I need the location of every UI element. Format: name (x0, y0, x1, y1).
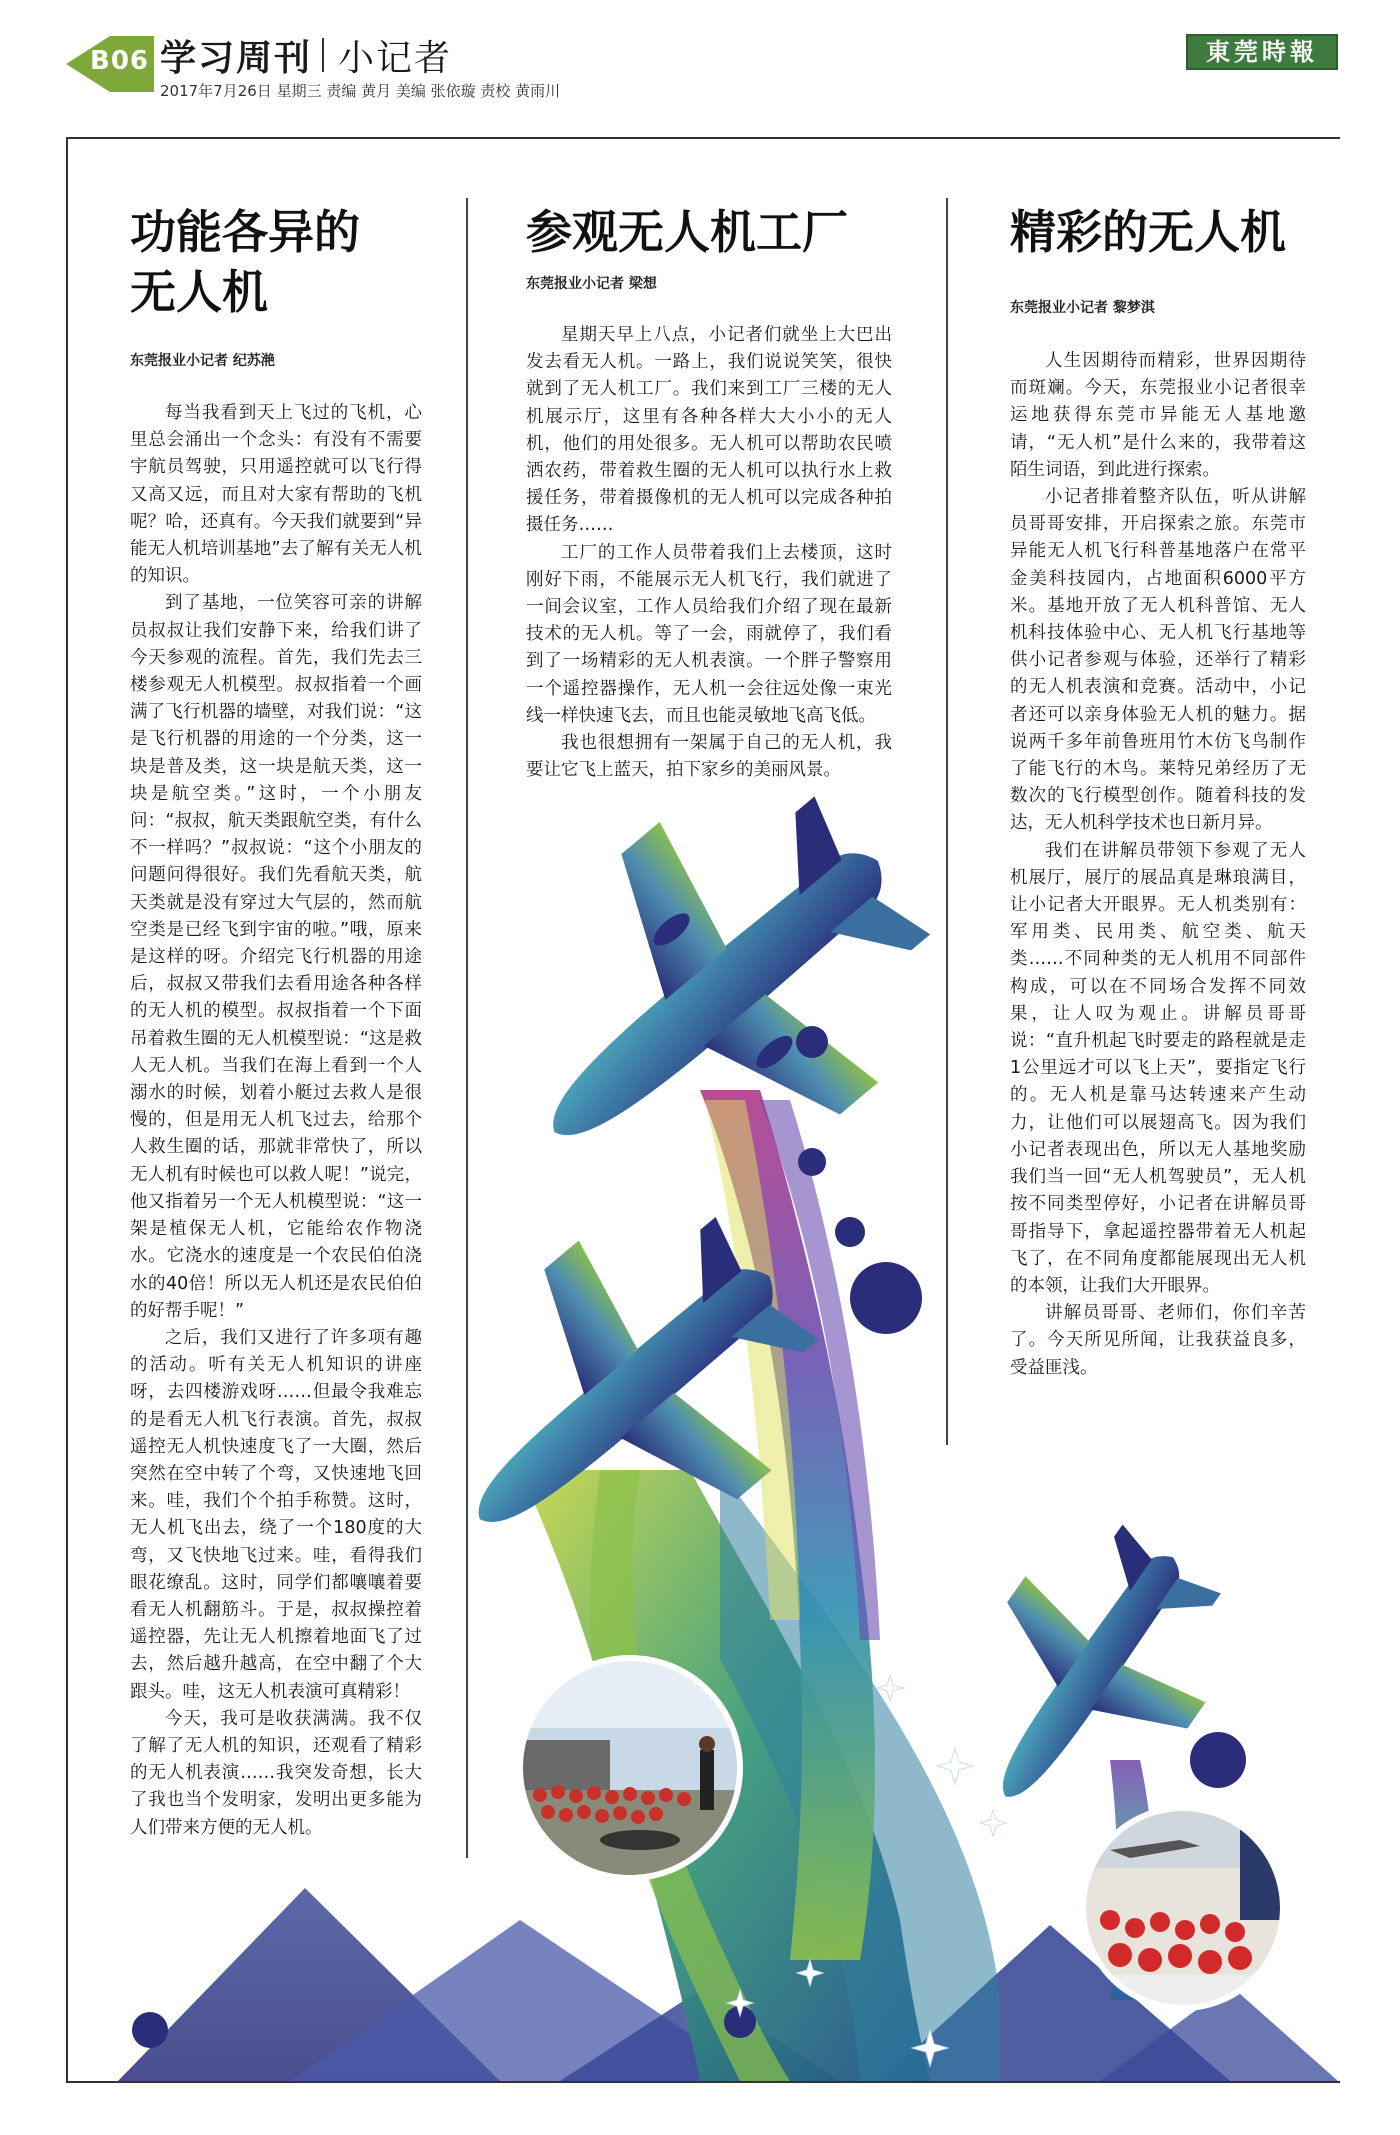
headline-line: 无人机 (130, 265, 268, 319)
article-1-body (130, 400, 422, 1842)
paragraph: 工厂的工作人员带着我们上去楼顶，这时刚好下雨，不能展示无人机飞行，我们就进了一间会议室，工作人员给我们介绍了现在最新技术的无人机。等了一会，雨就停了，我们看到了一场精彩的无人机表演。一个胖子警察用一个遥控器操作，无人机一会往远处像一束光线一样快速飞去，而且也能灵敏地飞高飞低。 (526, 542, 892, 726)
article-2-byline: 东莞报业小记者 梁想 (526, 276, 657, 292)
article-1-headline (130, 202, 360, 322)
article-2-body (526, 322, 892, 784)
paragraph: 今天，我可是收获满满。我不仅了解了无人机的知识，还观看了精彩的无人机表演……我突发奇想，长大了我也当个发明家，发明出更多能为人们带来方便的无人机。 (130, 1708, 422, 1838)
dateline: 2017年7月26日 星期三 责编 黄月 美编 张依璇 责校 黄雨川 (160, 82, 561, 100)
paragraph: 我也很想拥有一架属于自己的无人机，我要让它飞上蓝天，拍下家乡的美丽风景。 (526, 733, 892, 781)
subsection-title: 小记者 (338, 38, 453, 79)
article-3-body (1010, 348, 1306, 1382)
paragraph: 每当我看到天上飞过的飞机，心里总会涌出一个念头：有没有不需要宇航员驾驶，只用遥控就可以飞行得又高又远，而且对大家有帮助的飞机呢？哈，还真有。今天我们就要到“异能无人机培训基地”去了解有关无人机的知识。 (130, 403, 422, 587)
article-1-byline: 东莞报业小记者 纪苏滟 (130, 353, 275, 369)
section-title: 学习周刊 (160, 38, 313, 79)
column-rule-right (946, 198, 948, 1445)
headline-line: 功能各异的 (130, 205, 360, 259)
paragraph: 之后，我们又进行了许多项有趣的活动。听有关无人机知识的讲座呀，去四楼游戏呀……但最令我难忘的是看无人机飞行表演。首先，叔叔遥控无人机快速度飞了一大圈，然后突然在空中转了个弯，又快速地飞回来。哇，我们个个拍手称赞。这时，无人机飞出去，绕了一个180度的大弯，又飞快地飞过来。哇，看得我们眼花缭乱。这时，同学们都嚷嚷着要看无人机翻筋斗。于是，叔叔操控着遥控器，先让无人机擦着地面飞了过去，然后越升越高，在空中翻了个大跟头。哇，这无人机表演可真精彩！ (130, 1327, 422, 1702)
masthead (0, 0, 1400, 140)
article-3-byline: 东莞报业小记者 黎梦淇 (1010, 300, 1155, 316)
newspaper-logo: 東莞時報 (1186, 34, 1338, 70)
column-rule-left (466, 198, 468, 1858)
paragraph: 我们在讲解员带领下参观了无人机展厅，展厅的展品真是琳琅满目，让小记者大开眼界。无人机类别有：军用类、民用类、航空类、航天类……不同种类的无人机用不同部件构成，可以在不同场合发挥不同效果，让人叹为观止。讲解员哥哥说：“直升机起飞时要走的路程就是走1公里远才可以飞上天”，要指定飞行的。无人机是靠马达转速来产生动力，让他们可以展翅高飞。因为我们小记者表现出色，所以无人基地奖励我们当一回“无人机驾驶员”，无人机按不同类型停好，小记者在讲解员哥哥指导下，拿起遥控器带着无人机起飞了，在不同角度都能展现出无人机的本领，让我们大开眼界。 (1010, 840, 1306, 1296)
headline-line: 参观无人机工厂 (526, 205, 848, 259)
page-number: B06 (90, 46, 149, 76)
article-3-headline (1010, 202, 1286, 262)
article-2-headline (526, 202, 848, 262)
paragraph: 人生因期待而精彩，世界因期待而斑斓。今天，东莞报业小记者很幸运地获得东莞市异能无人基地邀请，“无人机”是什么来的，我带着这陌生词语，到此进行探索。 (1010, 351, 1306, 480)
headline-line: 精彩的无人机 (1010, 205, 1286, 259)
paragraph: 小记者排着整齐队伍，听从讲解员哥哥安排，开启探索之旅。东莞市异能无人机飞行科普基地落户在常平金美科技园内，占地面积6000平方米。基地开放了无人机科普馆、无人机科技体验中心、无人机飞行基地等供小记者参观与体验，还举行了精彩的无人机表演和竞赛。活动中，小记者还可以亲身体验无人机的魅力。据说两千多年前鲁班用竹木仿飞鸟制作了能飞行的木鸟。莱特兄弟经历了无数次的飞行模型创作。随着科技的发达，无人机科学技术也日新月异。 (1010, 487, 1306, 834)
paragraph: 星期天早上八点，小记者们就坐上大巴出发去看无人机。一路上，我们说说笑笑，很快就到了无人机工厂。我们来到工厂三楼的无人机展示厅，这里有各种各样大大小小的无人机，他们的用处很多。无人机可以帮助农民喷洒农药，带着救生圈的无人机可以执行水上救援任务，带着摄像机的无人机可以完成各种拍摄任务…… (526, 325, 892, 536)
paragraph: 讲解员哥哥、老师们，你们辛苦了。今天所见所闻，让我获益良多，受益匪浅。 (1010, 1303, 1306, 1378)
section-divider (322, 38, 324, 72)
paragraph: 到了基地，一位笑容可亲的讲解员叔叔让我们安静下来，给我们讲了今天参观的流程。首先，我们先去三楼参观无人机模型。叔叔指着一个画满了飞行机器的墙壁，对我们说：“这是飞行机器的用途的一个分类，这一块是普及类，这一块是航天类，这一块是航空类。”这时，一个小朋友问：“叔叔，航天类跟航空类，有什么不一样吗？”叔叔说：“这个小朋友的问题问得很好。我们先看航天类，航天类就是没有穿过大气层的，然而航空类是已经飞到宇宙的啦。”哦，原来是这样的呀。介绍完飞行机器的用途后，叔叔又带我们去看用途各种各样的无人机的模型。叔叔指着一个下面吊着救生圈的无人机模型说：“这是救人无人机。当我们在海上看到一个人溺水的时候，划着小艇过去救人是很慢的，但是用无人机飞过去，给那个人救生圈的话，那就非常快了，所以无人机有时候也可以救人呢！”说完，他又指着另一个无人机模型说：“这一架是植保无人机，它能给农作物浇水。它浇水的速度是一个农民伯伯浇水的40倍！所以无人机还是农民伯伯的好帮手呢！” (130, 593, 422, 1321)
